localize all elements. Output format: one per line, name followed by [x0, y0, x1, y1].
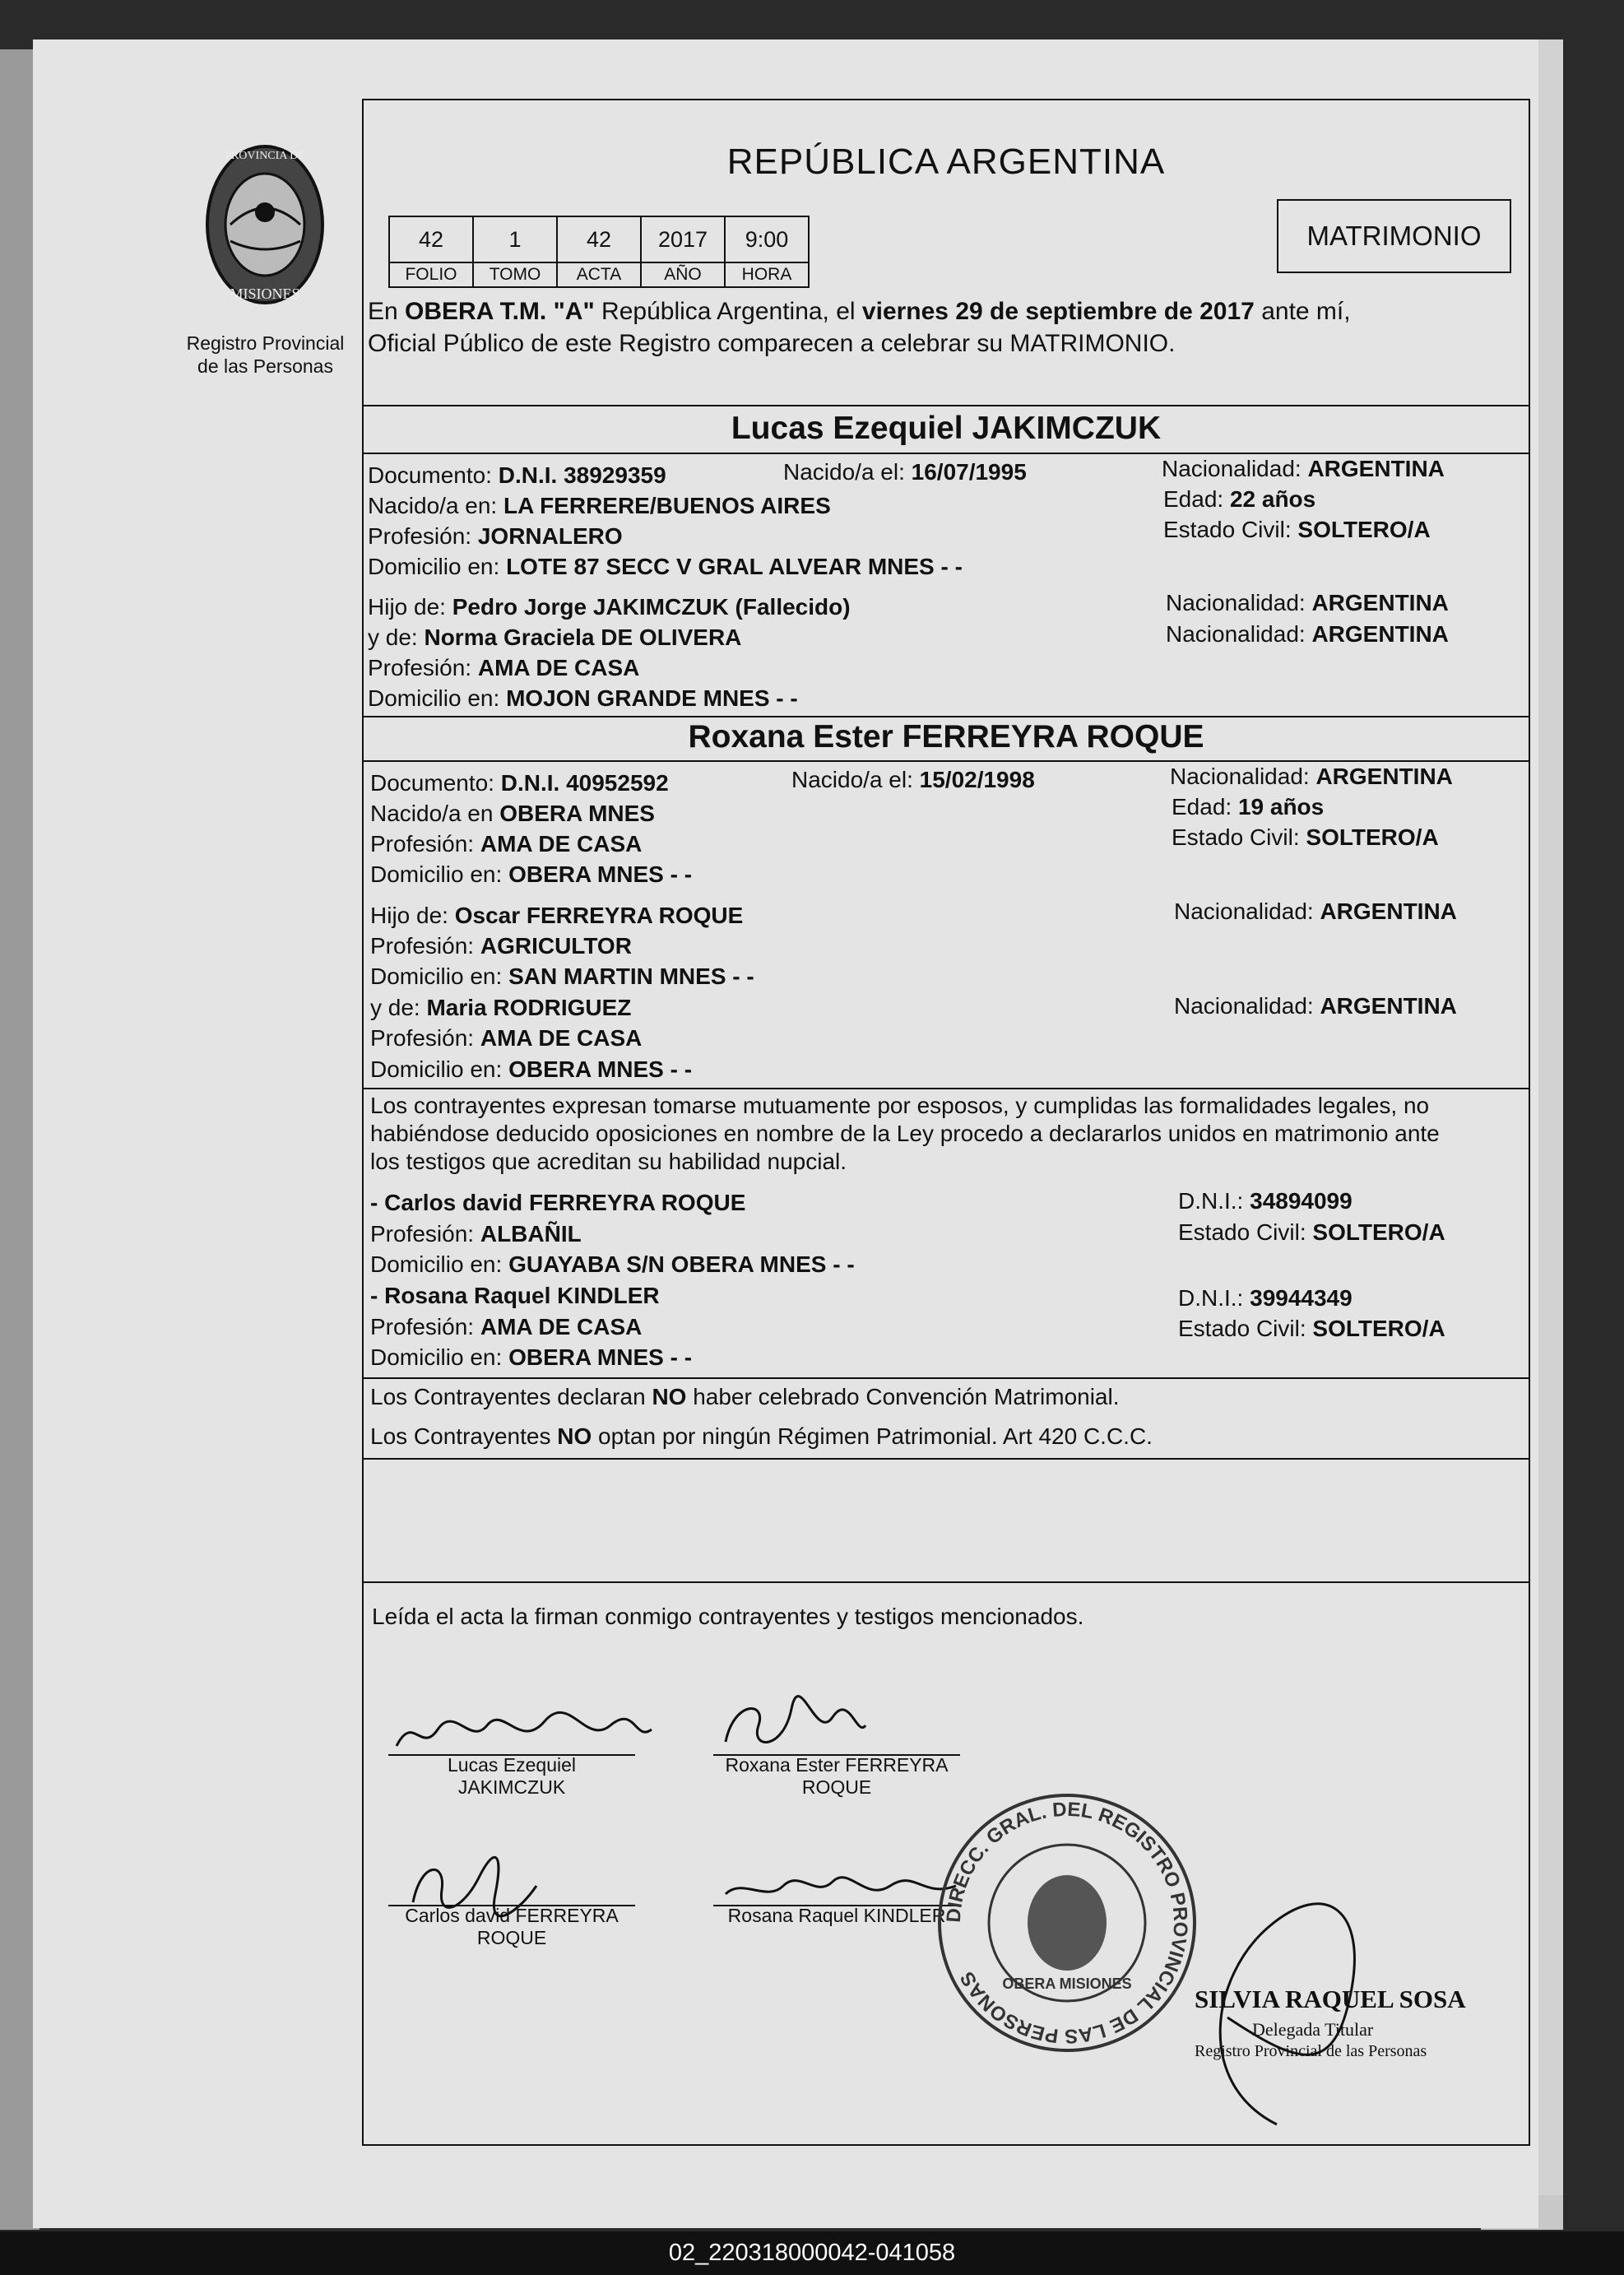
convencion-line1: Los Contrayentes declaran NO haber celebrado Convención Matrimonial. [370, 1384, 1120, 1409]
firma-contrayente2-name: Roxana Ester FERREYRA ROQUE [725, 1754, 949, 1798]
file-id-footer: 02_220318000042-041058 [0, 2231, 1624, 2275]
registro-caption: Registro Provincial de las Personas [186, 332, 345, 377]
declaracion-line1: Los contrayentes expresan tomarse mutuamente por esposos, y cumplidas las formalidades legales, no [370, 1093, 1430, 1118]
contrayente2-name: Roxana Ester FERREYRA ROQUE [688, 719, 1204, 754]
testigo1-name: - Carlos david FERREYRA ROQUE [370, 1190, 746, 1215]
firma-contrayente1-name: Lucas Ezequiel JAKIMCZUK [448, 1754, 576, 1798]
svg-text:MISIONES: MISIONES [230, 286, 300, 302]
convencion-line2: Los Contrayentes NO optan por ningún Régimen Patrimonial. Art 420 C.C.C. [370, 1423, 1153, 1449]
acta-value: 42 [557, 216, 641, 262]
svg-text:PROVINCIA DE: PROVINCIA DE [225, 150, 305, 162]
acta-form: REPÚBLICA ARGENTINA 42 1 42 2017 9:00 FOLIO TOMO ACTA AÑO HORA MATRIMONIO En OBERA T.M. "A" República Argentina, el viernes 29 de septiembre de 2017 ante mí, Oficial Público de este Registro comparecen a celebrar su MATRIMONIO. Lucas Ezequiel JAKIMCZUK Documento: D.N.I. 38929359 Nacido/a el: 16/07/1995 Nacionalidad: ARGENTINA Nacido/a en: LA FERRERE/BUENOS AIRES Edad: 22 años Profesión: JORNALERO Estado Civil: SOLTERO/A Domicilio en: LOTE 87 SECC V GRAL ALVEAR MNES - - Hijo de: Pedro Jorge JAKIMCZUK (Fallecido) Nacionalidad: ARGENTINA y de: Norma Graciela DE OLIVERA Nacionalidad: ARGENTINA Profesión: AMA DE CASA Domicilio en: MOJON GRANDE MNES - - Roxana Ester FERREYRA ROQUE Documento: D.N.I. 40952592 Nacido/a el: 15/02/1998 Nacionalidad: ARGENTINA Nacido/a en OBERA MNES Edad: 19 años Profesión: AMA DE CASA Estado Civil: SOLTERO/A Domicilio en: OBERA MNES - - Hijo de: Oscar FERREYRA ROQUE Nacionalidad: ARGENTINA Profesión: AGRICULTOR Domicilio en: SAN MARTIN MNES - - y de: Maria RODRIGUEZ Nacionalidad: ARGENTINA Profesión: AMA DE CASA Domicilio en: OBERA MNES - - Los contrayentes expresan tomarse mutuamente por esposos, y cumplidas las formalidades legales, no habiéndose deducido oposiciones en nombre de la Ley procedo a declararlos unidos en matrimonio ante los testigos que acreditan su habilidad nupcial. - Carlos david FERREYRA ROQUE D.N.I.: 34894099 Profesión: ALBAÑIL Estado Civil: SOLTERO/A Domicilio en: GUAYABA S/N OBERA MNES - - - Rosana Raquel KINDLER D.N.I.: 39944349 Profesión: AMA DE CASA Estado Civil: SOLTERO/A Domicilio en: OBERA MNES - - Los Contrayentes declaran NO haber celebrado Convención Matrimonial. Los Contrayentes NO optan por ningún Régimen Patrimonial. Art 420 C.C.C. Leída el acta la firman conmigo contrayentes y testigos mencionados. Lucas Ezequiel JAKIMCZUK Roxana Ester FERREYRA ROQUE Carlos david FERREYRA ROQUE Rosana Raquel KINDLER DIRECC. GRAL. DEL REGISTRO PROVINCIAL DE LAS PERSONAS OBERA MISIONES SILVIA RAQUEL SOSA Delegada Titular Registro Provincial de las Personas [362, 99, 1530, 2146]
contrayente1-name: Lucas Ezequiel JAKIMCZUK [731, 411, 1162, 446]
signature-testigo2 [717, 1861, 964, 1911]
svg-text:DIRECC. GRAL. DEL REGISTRO PRO: DIRECC. GRAL. DEL REGISTRO PROVINCIAL DE LAS PERSONAS [942, 1798, 1192, 2048]
certificate-page [33, 39, 1538, 2228]
firma-testigo1-name: Carlos david FERREYRA ROQUE [405, 1905, 619, 1948]
folio-value: 42 [389, 216, 473, 262]
registro-seal [931, 1787, 1203, 2059]
anio-value: 2017 [641, 216, 725, 262]
testigo2-name: - Rosana Raquel KINDLER [370, 1283, 660, 1308]
firma-texto: Leída el acta la firman conmigo contrayentes y testigos mencionados. [372, 1604, 1084, 1629]
firma-testigo2-name: Rosana Raquel KINDLER [727, 1905, 946, 1926]
tipo-acta-box: MATRIMONIO [1277, 199, 1511, 273]
declaracion-line2: habiéndose deducido oposiciones en nombre de la Ley procedo a declararlos unidos en matrimonio ante [370, 1121, 1440, 1146]
acta-index-table: 42 1 42 2017 9:00 FOLIO TOMO ACTA AÑO HORA [388, 216, 810, 288]
oficial-block: SILVIA RAQUEL SOSA Delegada Titular Registro Provincial de las Personas [1195, 1985, 1466, 2060]
tomo-value: 1 [473, 216, 557, 262]
intro-text: En OBERA T.M. "A" República Argentina, el viernes 29 de septiembre de 2017 ante mí, Oficial Público de este Registro comparecen a celebrar su MATRIMONIO. [368, 298, 1351, 357]
page-title: REPÚBLICA ARGENTINA [726, 142, 1166, 182]
signature-contrayente2 [701, 1692, 882, 1758]
hora-value: 9:00 [725, 216, 809, 262]
declaracion-line3: los testigos que acreditan su habilidad nupcial. [370, 1149, 847, 1174]
svg-text:OBERA MISIONES: OBERA MISIONES [1002, 1976, 1132, 1992]
provincia-misiones-logo [193, 134, 337, 332]
